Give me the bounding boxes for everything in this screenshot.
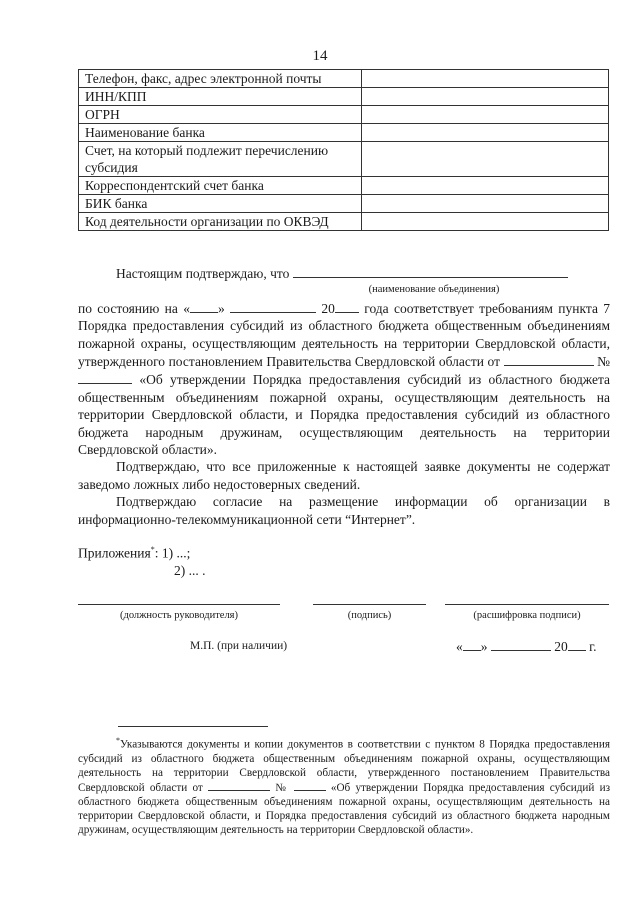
date-open-quote: по состоянию на «: [78, 300, 190, 316]
footnote-text-a: Указываются документы и копии документов в соответствии с пунктом 8 Порядка предоставления субсидий из областного бюджета общественным объединениям пожарной охраны, осуществляющим деятельность на территории Свердловской области, утвержденного постановлением Правительства Свердловской области от: [78, 738, 610, 794]
consent-paragraph: Подтверждаю согласие на размещение информации об организации в информационно-телекоммуникационной сети “Интернет”.: [78, 494, 610, 527]
attachment-item-1: 1) ...;: [161, 545, 191, 561]
row-label: БИК банка: [79, 195, 362, 213]
attachments-label: Приложения: [78, 545, 151, 561]
attachment-item-2: 2) ... .: [174, 562, 206, 578]
decoding-caption: (расшифровка подписи): [473, 610, 581, 621]
table-row: [79, 88, 609, 106]
sign-year-field[interactable]: [568, 637, 586, 651]
row-label: Наименование банка: [79, 124, 362, 142]
row-label: Корреспондентский счет банка: [79, 177, 362, 195]
footnote-rule: [118, 726, 268, 727]
decoding-line[interactable]: [445, 604, 609, 605]
documents-paragraph: Подтверждаю, что все приложенные к настоящей заявке документы не содержат заведомо ложных либо недостоверных сведений.: [78, 459, 610, 492]
month-field[interactable]: [230, 299, 316, 313]
table-row: [79, 195, 609, 213]
resolution-number-field[interactable]: [78, 370, 132, 384]
table-row: [79, 142, 609, 177]
position-caption: (должность руководителя): [119, 610, 239, 621]
signing-date: [456, 637, 597, 655]
attachments-colon: :: [154, 545, 159, 561]
resolution-title: «Об утверждении Порядка предоставления субсидий из областного бюджета общественным объединениям пожарной охраны, осуществляющим деятельность на территории Свердловской области, и Порядка предоставления субсидий из областного бюджета народным дружинам, осуществляющим деятельность на территории Свердловской области».: [78, 372, 611, 458]
signature-line[interactable]: [313, 604, 426, 605]
sign-year-suffix: г.: [589, 639, 597, 654]
requisites-table: [78, 69, 609, 231]
sign-date-open: «: [456, 639, 463, 654]
year-prefix: 20: [321, 300, 335, 316]
row-value-field[interactable]: [362, 177, 609, 195]
confirmation-block: [78, 264, 610, 528]
day-field[interactable]: [190, 299, 218, 313]
number-sign: №: [597, 354, 610, 370]
row-label: Телефон, факс, адрес электронной почты: [79, 70, 362, 88]
page-number: 14: [312, 48, 328, 64]
sign-year-prefix: 20: [554, 639, 568, 654]
footnote: [78, 734, 610, 837]
year-field[interactable]: [335, 299, 359, 313]
row-value-field[interactable]: [362, 124, 609, 142]
footnote-mark: *: [116, 736, 120, 745]
sign-day-field[interactable]: [463, 637, 481, 651]
footnote-date-field[interactable]: [208, 780, 270, 791]
row-value-field[interactable]: [362, 106, 609, 124]
row-label: ИНН/КПП: [79, 88, 362, 106]
footnote-text-b: «Об утверждении Порядка предоставления субсидий из областного бюджета общественным объединениям пожарной охраны, осуществляющим деятельность на территории Свердловской области, и Порядка предоставления субсидий из областного бюджета народным дружинам, осуществляющим деятельность на территории Свердловской области».: [78, 781, 611, 836]
table-row: [79, 177, 609, 195]
table-row: [79, 213, 609, 231]
row-value-field[interactable]: [362, 142, 609, 177]
attachments-mark: *: [150, 545, 155, 554]
confirm-paragraph: [78, 299, 610, 459]
confirm-lead: Настоящим подтверждаю, что: [116, 266, 290, 281]
table-row: [79, 106, 609, 124]
position-line[interactable]: [78, 604, 280, 605]
attachments-block: [78, 541, 610, 579]
row-label: Счет, на который подлежит перечислению субсидия: [79, 142, 362, 177]
sign-date-close: »: [480, 639, 488, 654]
row-label: ОГРН: [79, 106, 362, 124]
row-value-field[interactable]: [362, 195, 609, 213]
org-name-caption: (наименование объединения): [368, 284, 500, 296]
date-close-quote: »: [217, 300, 225, 316]
footnote-number-field[interactable]: [294, 780, 326, 791]
row-value-field[interactable]: [362, 88, 609, 106]
row-label: Код деятельности организации по ОКВЭД: [79, 213, 362, 231]
resolution-date-field[interactable]: [504, 352, 594, 366]
org-name-field[interactable]: [293, 264, 568, 278]
row-value-field[interactable]: [362, 70, 609, 88]
confirm-first-line: [78, 264, 610, 282]
sign-month-field[interactable]: [491, 637, 551, 651]
requirements-text: года соответствует требованиям пункта 7 Порядка предоставления субсидий из областного бюджета общественным объединениям пожарной охраны, осуществляющим деятельность на территории Свердловской области, утвержденного постановлением Правительства Свердловской области от: [78, 300, 611, 370]
signature-caption: (подпись): [347, 610, 392, 621]
table-row: [79, 70, 609, 88]
stamp-label: М.П. (при наличии): [190, 640, 288, 652]
footnote-number-sign: №: [275, 781, 289, 794]
row-value-field[interactable]: [362, 213, 609, 231]
table-row: [79, 124, 609, 142]
